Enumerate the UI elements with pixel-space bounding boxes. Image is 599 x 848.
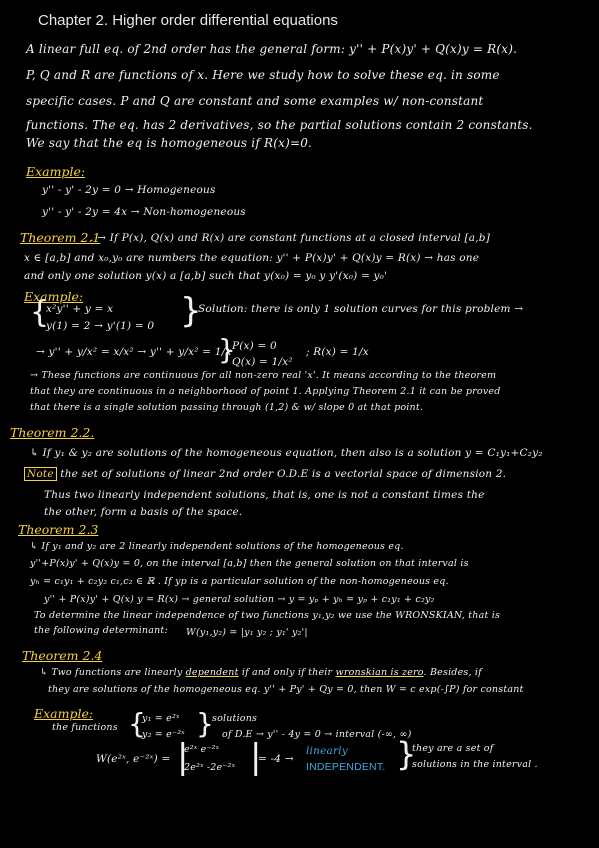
example-3-linearly: linearly (306, 745, 348, 757)
theorem-2-1-line-3: and only one solution y(x) a [a,b] such that y(x₀) = y₀ y y'(x₀) = y₀' (24, 270, 388, 282)
example-2-explanation-1: → These functions are continuous for all non-zero real 'x'. It means according to the theorem (30, 370, 497, 381)
example-3-det-row-1: e²ˣ e⁻²ˣ (184, 744, 220, 755)
intro-line-4: functions. The eq. has 2 derivatives, so the partial solutions contain 2 constants. (26, 118, 533, 132)
theorem-2-3-heading: Theorem 2.3 (18, 522, 99, 537)
theorem-2-4-dependent: dependent (185, 667, 239, 678)
theorem-2-2-heading: Theorem 2.2. (10, 425, 95, 440)
example-3-y2: y₂ = e⁻²ˣ (142, 729, 185, 740)
example-2-explanation-2: that they are continuous in a neighborhood of point 1. Applying Theorem 2.1 it can be proved (30, 386, 501, 397)
system-brace-icon: { (30, 295, 50, 330)
example-2-explanation-3: that there is a single solution passing through (1,2) & w/ slope 0 at that point. (30, 402, 424, 413)
example-2-q: Q(x) = 1/x² (232, 356, 293, 368)
theorem-2-3-line-2: y''+P(x)y' + Q(x)y = 0, on the interval [a,b] then the general solution on that interval is (30, 558, 469, 569)
conclusion-brace-icon: } (396, 735, 417, 773)
theorem-2-2-line-4: the other, form a basis of the space. (44, 506, 243, 518)
determinant-right-bar-icon: | (250, 737, 262, 777)
example-3-independent: INDEPENDENT. (306, 761, 386, 773)
wronskian-definition: W(y₁,y₂) = |y₁ y₂ ; y₁' y₂'| (186, 627, 308, 638)
example-3-det-row-2: 2e²ˣ -2e⁻²ˣ (184, 762, 236, 773)
theorem-2-3-line-6: the following determinant: (34, 625, 168, 636)
example-3-y1: y₁ = e²ˣ (142, 713, 180, 724)
example-3-sol-label: solutions (212, 713, 258, 724)
example-3-functions-label: the functions (52, 722, 118, 733)
example-3-wronskian-lhs: W(e²ˣ, e⁻²ˣ) = (96, 753, 171, 765)
theorem-2-4-post: . Besides, if (423, 667, 482, 678)
intro-line-2: P, Q and R are functions of x. Here we study how to solve these eq. in some (26, 68, 500, 82)
theorem-2-4-mid: if and only if their (241, 667, 333, 678)
example-3-det-result: = -4 → (258, 753, 294, 765)
example-2-heading: Example: (24, 289, 84, 304)
theorem-2-3-line-4: y'' + P(x)y' + Q(x) y = R(x) → general solution → y = yₚ + yₕ = yₚ + c₁y₁ + c₂y₂ (44, 594, 435, 605)
theorem-2-3-line-3: yₕ = c₁y₁ + c₂y₂ c₁,c₂ ∈ ℝ . If yp is a particular solution of the non-homogeneous eq. (30, 576, 449, 587)
system-right-brace-icon: } (180, 291, 202, 331)
example-1-line-2: y'' - y' - 2y = 4x → Non-homogeneous (42, 206, 246, 218)
example-2-system-2: y(1) = 2 → y'(1) = 0 (46, 320, 155, 332)
example-2-solution-note: Solution: there is only 1 solution curves for this problem → (198, 303, 524, 315)
theorem-2-2-line-3: Thus two linearly independent solutions, that is, one is not a constant times the (44, 489, 485, 501)
example-1-line-1: y'' - y' - 2y = 0 → Homogeneous (42, 184, 216, 196)
functions-brace-icon: { (128, 707, 146, 740)
solutions-brace-icon: } (196, 707, 214, 740)
theorem-2-4-pre: ↳ Two functions are linearly (40, 667, 183, 678)
determinant-left-bar-icon: | (177, 737, 189, 777)
theorem-2-4-wronskian: wronskian is zero (335, 667, 424, 678)
theorem-2-2-note-row (24, 468, 506, 480)
theorem-2-1-line-1: . → If P(x), Q(x) and R(x) are constant functions at a closed interval [a,b] (90, 232, 491, 244)
pq-brace-icon: } (218, 333, 236, 366)
theorem-2-2-line-1: ↳ If y₁ & y₂ are solutions of the homogeneous equation, then also is a solution y = C₁y₁+C₂y₂ (30, 447, 543, 459)
theorem-2-3-line-1: ↳ If y₁ and y₂ are 2 linearly independent solutions of the homogeneous eq. (30, 541, 404, 552)
theorem-2-3-line-5: To determine the linear independence of two functions y₁,y₂ we use the WRONSKIAN, that is (34, 610, 501, 621)
example-3-conclusion-2: solutions in the interval . (412, 759, 538, 770)
example-3-heading: Example: (34, 706, 94, 721)
intro-line-1: A linear full eq. of 2nd order has the general form: y'' + P(x)y' + Q(x)y = R(x). (26, 42, 518, 56)
intro-line-3: specific cases. P and Q are constant and some examples w/ non-constant (26, 94, 484, 108)
example-2-p: P(x) = 0 (232, 340, 277, 352)
example-3-conclusion-1: they are a set of (412, 743, 494, 754)
example-2-system-1: x²y'' + y = x (46, 303, 114, 315)
example-3-sol-of: of D.E → y'' - 4y = 0 → interval (-∞, ∞) (222, 729, 412, 740)
chapter-title: Chapter 2. Higher order differential equations (38, 12, 338, 29)
example-1-heading: Example: (26, 164, 86, 179)
theorem-2-1-heading: Theorem 2.1 (20, 230, 101, 245)
example-2-r: ; R(x) = 1/x (306, 346, 369, 358)
note-text: the set of solutions of linear 2nd order O.D.E is a vectorial space of dimension 2. (60, 468, 507, 480)
note-label: Note (24, 467, 57, 481)
theorem-2-4-line-1 (40, 667, 482, 678)
theorem-2-4-line-2: they are solutions of the homogeneous eq. y'' + Py' + Qy = 0, then W = c exp(-∫P) for constant (48, 684, 524, 695)
intro-line-5: We say that the eq is homogeneous if R(x)=0. (26, 136, 313, 150)
theorem-2-1-line-2: x ∈ [a,b] and x₀,y₀ are numbers the equation: y'' + P(x)y' + Q(x)y = R(x) → has one (24, 252, 480, 264)
theorem-2-4-heading: Theorem 2.4 (22, 648, 103, 663)
example-2-transform: → y'' + y/x² = x/x² → y'' + y/x² = 1/x (36, 346, 232, 358)
